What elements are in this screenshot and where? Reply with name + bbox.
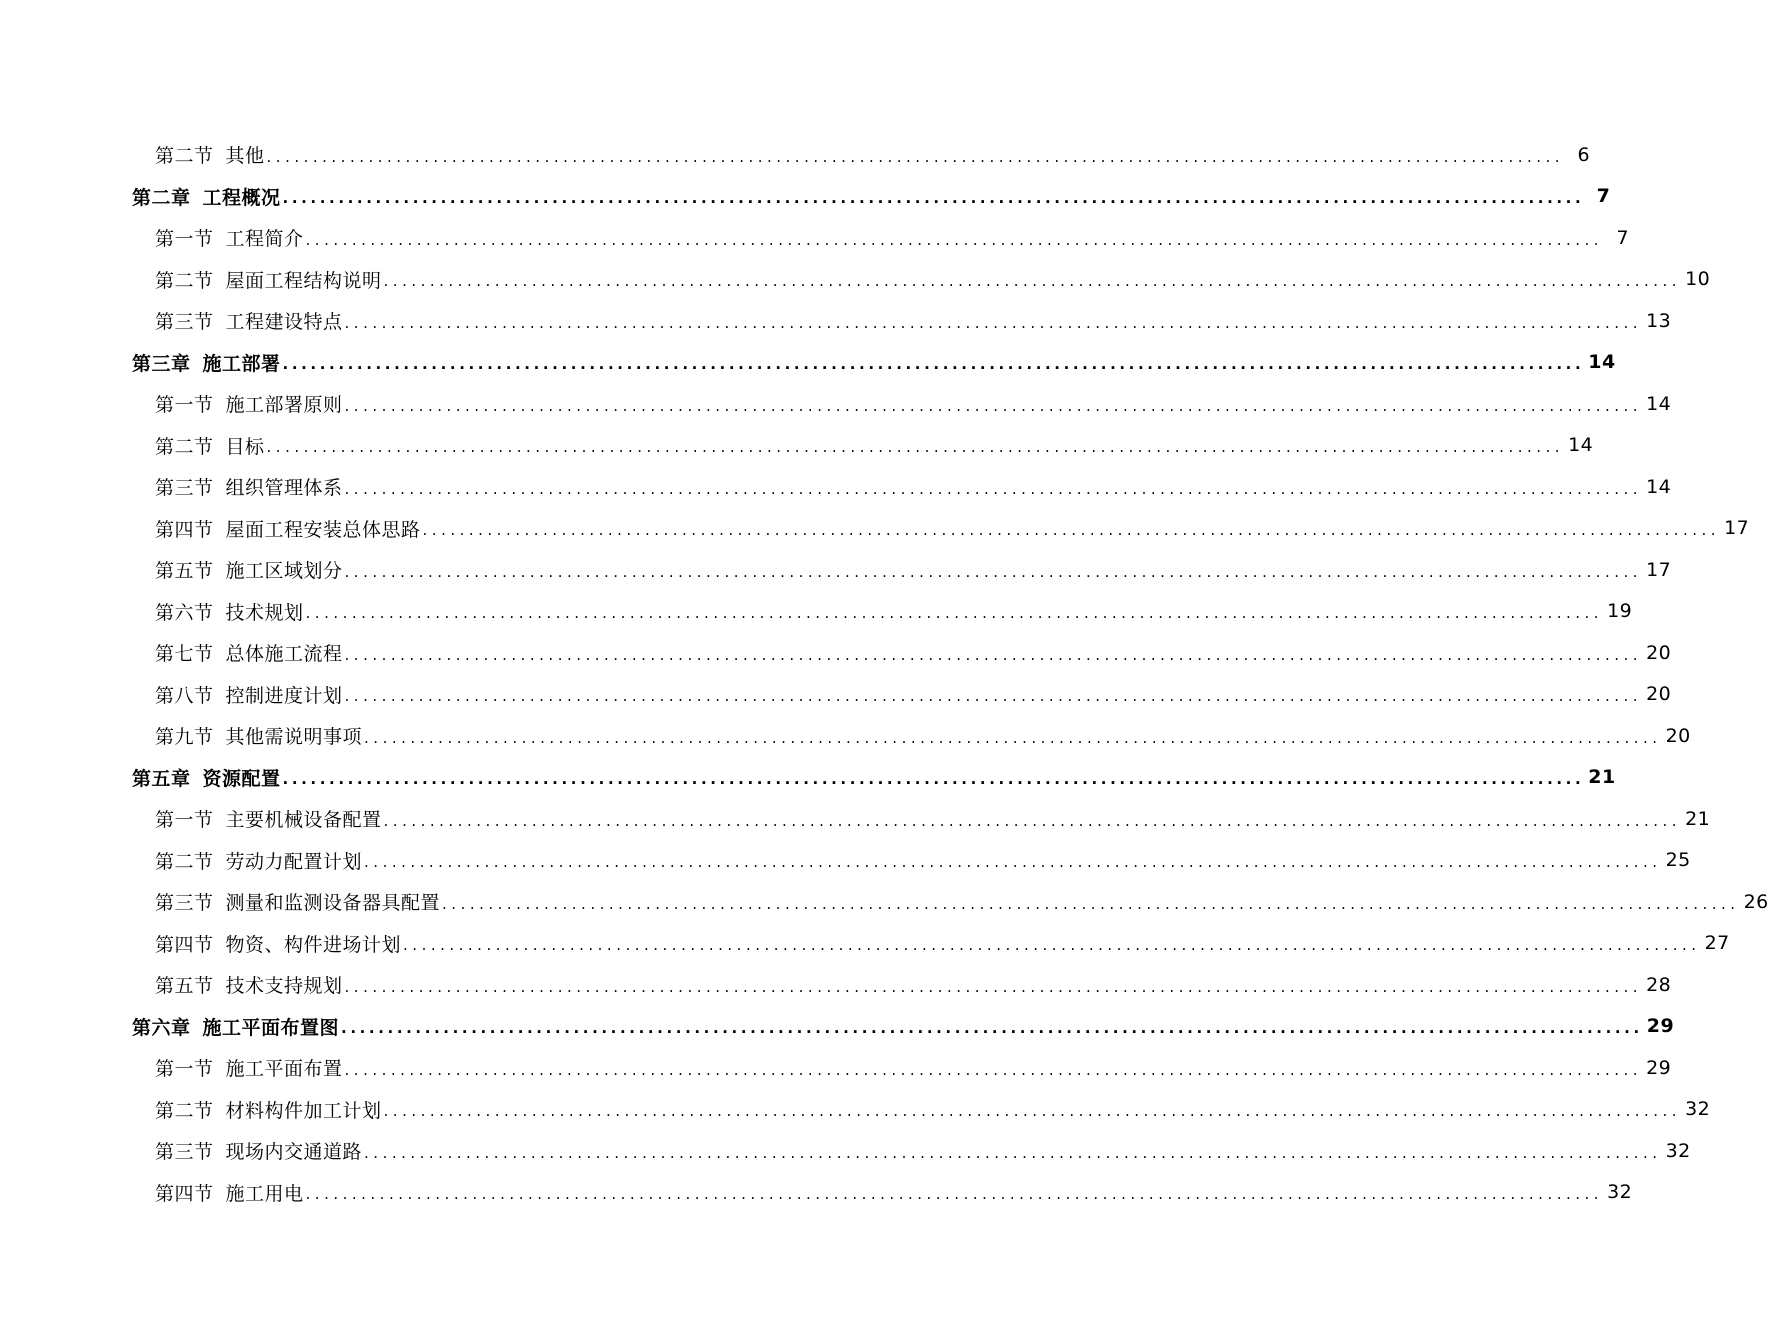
toc-section-entry[interactable] bbox=[0, 674, 1672, 716]
toc-page-number: 20 bbox=[1646, 683, 1672, 706]
toc-leader-dots: ............................................................................................................................................ bbox=[383, 1102, 1682, 1120]
toc-entry-number: 第四节 bbox=[155, 1182, 214, 1205]
toc-section-entry[interactable] bbox=[0, 1089, 1711, 1131]
toc-entry-title: 工程建设特点 bbox=[225, 311, 343, 334]
toc-entry-number: 第五节 bbox=[155, 560, 214, 583]
toc-page-number: 19 bbox=[1607, 600, 1633, 623]
toc-section-entry[interactable] bbox=[0, 1047, 1672, 1089]
toc-section-entry[interactable] bbox=[0, 259, 1711, 301]
toc-leader-dots: ............................................................................................................................................ bbox=[344, 645, 1643, 664]
toc-chapter-entry[interactable] bbox=[0, 1006, 1675, 1048]
toc-entry-title: 劳动力配置计划 bbox=[225, 850, 363, 873]
toc-entry-title: 技术规划 bbox=[225, 601, 304, 624]
toc-leader-dots: ............................................................................................................................................ bbox=[341, 1019, 1643, 1037]
toc-entry-title: 测量和监测设备器具配置 bbox=[225, 892, 441, 915]
toc-entry-title: 施工区域划分 bbox=[225, 560, 343, 583]
toc-entry-label bbox=[132, 183, 281, 210]
toc-entry-number: 第一节 bbox=[155, 394, 214, 417]
toc-leader-dots: ............................................................................................................................................ bbox=[422, 521, 1721, 539]
toc-page-number: 7 bbox=[1596, 185, 1611, 208]
toc-leader-dots: ............................................................................................................................................ bbox=[344, 396, 1643, 415]
toc-entry-number: 第二节 bbox=[155, 850, 214, 873]
toc-entry-label bbox=[155, 473, 343, 500]
toc-entry-title: 技术支持规划 bbox=[225, 975, 343, 998]
toc-entry-number: 第六章 bbox=[132, 1016, 191, 1039]
toc-page-number: 26 bbox=[1743, 890, 1769, 913]
toc-entry-title: 屋面工程结构说明 bbox=[225, 269, 382, 292]
toc-entry-number: 第八节 bbox=[155, 684, 214, 707]
toc-page-number: 28 bbox=[1646, 973, 1672, 996]
toc-entry-label bbox=[132, 349, 281, 376]
toc-page-number: 13 bbox=[1646, 309, 1672, 332]
toc-leader-dots: ............................................................................................................................................ bbox=[344, 687, 1643, 705]
toc-page-number: 29 bbox=[1646, 1015, 1675, 1038]
toc-entry-label bbox=[155, 847, 362, 874]
toc-leader-dots: ............................................................................................................................................ bbox=[282, 770, 1585, 788]
toc-entry-number: 第一节 bbox=[155, 228, 214, 251]
toc-leader-dots: ............................................................................................................................................ bbox=[344, 479, 1643, 498]
toc-entry-label bbox=[155, 1096, 382, 1123]
toc-leader-dots: ............................................................................................................................................ bbox=[364, 1143, 1662, 1162]
toc-leader-dots: ............................................................................................................................................ bbox=[282, 355, 1585, 373]
toc-chapter-entry[interactable] bbox=[0, 757, 1616, 799]
toc-page-number: 27 bbox=[1704, 932, 1730, 955]
toc-section-entry[interactable] bbox=[0, 923, 1730, 965]
toc-entry-label bbox=[155, 971, 343, 998]
toc-page-number: 20 bbox=[1665, 724, 1691, 747]
toc-entry-label bbox=[155, 639, 343, 666]
toc-leader-dots: ............................................................................................................................................ bbox=[305, 230, 1604, 249]
toc-page-number: 21 bbox=[1588, 766, 1616, 789]
toc-entry-label bbox=[155, 1179, 304, 1206]
toc-entry-number: 第三节 bbox=[155, 477, 214, 500]
toc-leader-dots: ............................................................................................................................................ bbox=[266, 438, 1565, 456]
toc-entry-label bbox=[155, 224, 304, 251]
toc-section-entry[interactable] bbox=[0, 840, 1691, 882]
toc-entry-label bbox=[155, 266, 382, 293]
toc-entry-number: 第三章 bbox=[132, 352, 191, 375]
toc-page-number: 14 bbox=[1646, 475, 1672, 498]
toc-entry-label bbox=[155, 1137, 362, 1164]
toc-entry-number: 第九节 bbox=[155, 726, 214, 749]
toc-page-number: 17 bbox=[1646, 558, 1672, 581]
toc-entry-title: 现场内交通道路 bbox=[225, 1141, 363, 1164]
toc-section-entry[interactable] bbox=[0, 591, 1633, 633]
toc-entry-number: 第一节 bbox=[155, 1058, 214, 1081]
toc-section-entry[interactable] bbox=[0, 1172, 1633, 1214]
toc-entry-number: 第一节 bbox=[155, 809, 214, 832]
toc-entry-label bbox=[155, 390, 343, 417]
toc-leader-dots: ............................................................................................................................................ bbox=[383, 811, 1682, 830]
toc-leader-dots: ............................................................................................................................................ bbox=[344, 1060, 1643, 1079]
toc-leader-dots: ............................................................................................................................................ bbox=[442, 894, 1740, 913]
toc-entry-title: 工程简介 bbox=[225, 228, 304, 251]
toc-entry-label bbox=[155, 805, 382, 832]
toc-entry-number: 第六节 bbox=[155, 601, 214, 624]
toc-leader-dots: ............................................................................................................................................ bbox=[344, 313, 1643, 332]
toc-page-number: 29 bbox=[1646, 1056, 1672, 1079]
toc-entry-number: 第四节 bbox=[155, 518, 214, 541]
toc-entry-title: 材料构件加工计划 bbox=[225, 1099, 382, 1122]
toc-leader-dots: ............................................................................................................................................ bbox=[364, 853, 1662, 871]
toc-entry-title: 施工用电 bbox=[225, 1182, 304, 1205]
toc-section-entry[interactable] bbox=[0, 300, 1672, 342]
toc-entry-number: 第四节 bbox=[155, 933, 214, 956]
toc-entry-label bbox=[155, 930, 401, 957]
toc-entry-title: 物资、构件进场计划 bbox=[225, 933, 402, 956]
toc-entry-number: 第二节 bbox=[155, 1099, 214, 1122]
toc-entry-label bbox=[155, 722, 362, 749]
toc-leader-dots: ............................................................................................................................................ bbox=[266, 147, 1565, 166]
toc-entry-title: 其他 bbox=[225, 145, 265, 168]
toc-leader-dots: ............................................................................................................................................ bbox=[403, 936, 1701, 954]
toc-section-entry[interactable] bbox=[0, 1130, 1691, 1172]
toc-section-entry[interactable] bbox=[0, 134, 1591, 176]
toc-leader-dots: ............................................................................................................................................ bbox=[344, 977, 1643, 996]
toc-entry-title: 控制进度计划 bbox=[225, 684, 343, 707]
toc-entry-label bbox=[155, 888, 440, 915]
toc-entry-label bbox=[155, 141, 265, 168]
toc-entry-number: 第五节 bbox=[155, 975, 214, 998]
toc-entry-label bbox=[155, 515, 421, 542]
toc-leader-dots: ............................................................................................................................................ bbox=[344, 562, 1643, 581]
toc-entry-number: 第五章 bbox=[132, 767, 191, 790]
toc-page-number: 25 bbox=[1665, 849, 1691, 872]
toc-leader-dots: ............................................................................................................................................ bbox=[364, 728, 1662, 747]
toc-entry-label bbox=[155, 598, 304, 625]
toc-page-number: 17 bbox=[1724, 517, 1750, 540]
toc-page-number: 21 bbox=[1685, 807, 1711, 830]
table-of-contents bbox=[0, 134, 1769, 1213]
toc-section-entry[interactable] bbox=[0, 217, 1630, 259]
toc-page-number: 32 bbox=[1685, 1098, 1711, 1121]
toc-entry-title: 施工部署 bbox=[202, 352, 281, 375]
toc-section-entry[interactable] bbox=[0, 425, 1594, 467]
toc-entry-number: 第七节 bbox=[155, 643, 214, 666]
toc-section-entry[interactable] bbox=[0, 632, 1672, 674]
toc-entry-label bbox=[132, 1013, 339, 1040]
toc-entry-label bbox=[155, 1054, 343, 1081]
toc-page-number: 20 bbox=[1646, 641, 1672, 664]
toc-leader-dots: ............................................................................................................................................ bbox=[282, 189, 1585, 207]
toc-entry-label bbox=[155, 681, 343, 708]
toc-entry-title: 主要机械设备配置 bbox=[225, 809, 382, 832]
toc-entry-number: 第三节 bbox=[155, 311, 214, 334]
toc-section-entry[interactable] bbox=[0, 508, 1750, 550]
toc-section-entry[interactable] bbox=[0, 881, 1769, 923]
toc-entry-number: 第二节 bbox=[155, 269, 214, 292]
toc-page-number: 32 bbox=[1607, 1181, 1633, 1204]
toc-chapter-entry[interactable] bbox=[0, 342, 1616, 384]
toc-entry-title: 目标 bbox=[225, 435, 265, 458]
toc-page-number: 14 bbox=[1568, 434, 1594, 457]
toc-page-number: 14 bbox=[1646, 392, 1672, 415]
toc-entry-title: 总体施工流程 bbox=[225, 643, 343, 666]
toc-page-number: 7 bbox=[1616, 226, 1630, 249]
toc-chapter-entry[interactable] bbox=[0, 176, 1611, 218]
toc-leader-dots: ............................................................................................................................................ bbox=[383, 272, 1682, 290]
toc-entry-number: 第二节 bbox=[155, 145, 214, 168]
toc-page-number: 6 bbox=[1577, 143, 1591, 166]
toc-entry-number: 第三节 bbox=[155, 892, 214, 915]
toc-entry-title: 工程概况 bbox=[202, 186, 281, 209]
toc-entry-number: 第二节 bbox=[155, 435, 214, 458]
toc-entry-label bbox=[132, 764, 281, 791]
toc-entry-label bbox=[155, 432, 265, 459]
toc-page-number: 10 bbox=[1685, 268, 1711, 291]
toc-leader-dots: ............................................................................................................................................ bbox=[305, 604, 1604, 622]
toc-entry-title: 组织管理体系 bbox=[225, 477, 343, 500]
toc-section-entry[interactable] bbox=[0, 964, 1672, 1006]
toc-section-entry[interactable] bbox=[0, 383, 1672, 425]
toc-entry-title: 施工平面布置 bbox=[225, 1058, 343, 1081]
toc-entry-title: 其他需说明事项 bbox=[225, 726, 363, 749]
toc-page-number: 32 bbox=[1665, 1139, 1691, 1162]
toc-page-number: 14 bbox=[1588, 351, 1616, 374]
toc-entry-title: 屋面工程安装总体思路 bbox=[225, 518, 421, 541]
toc-entry-title: 施工部署原则 bbox=[225, 394, 343, 417]
toc-entry-number: 第二章 bbox=[132, 186, 191, 209]
toc-entry-label bbox=[155, 556, 343, 583]
toc-section-entry[interactable] bbox=[0, 549, 1672, 591]
toc-section-entry[interactable] bbox=[0, 715, 1691, 757]
toc-entry-title: 施工平面布置图 bbox=[202, 1016, 340, 1039]
toc-leader-dots: ............................................................................................................................................ bbox=[305, 1185, 1604, 1203]
toc-entry-label bbox=[155, 307, 343, 334]
toc-entry-number: 第三节 bbox=[155, 1141, 214, 1164]
toc-section-entry[interactable] bbox=[0, 798, 1711, 840]
toc-entry-title: 资源配置 bbox=[202, 767, 281, 790]
toc-section-entry[interactable] bbox=[0, 466, 1672, 508]
